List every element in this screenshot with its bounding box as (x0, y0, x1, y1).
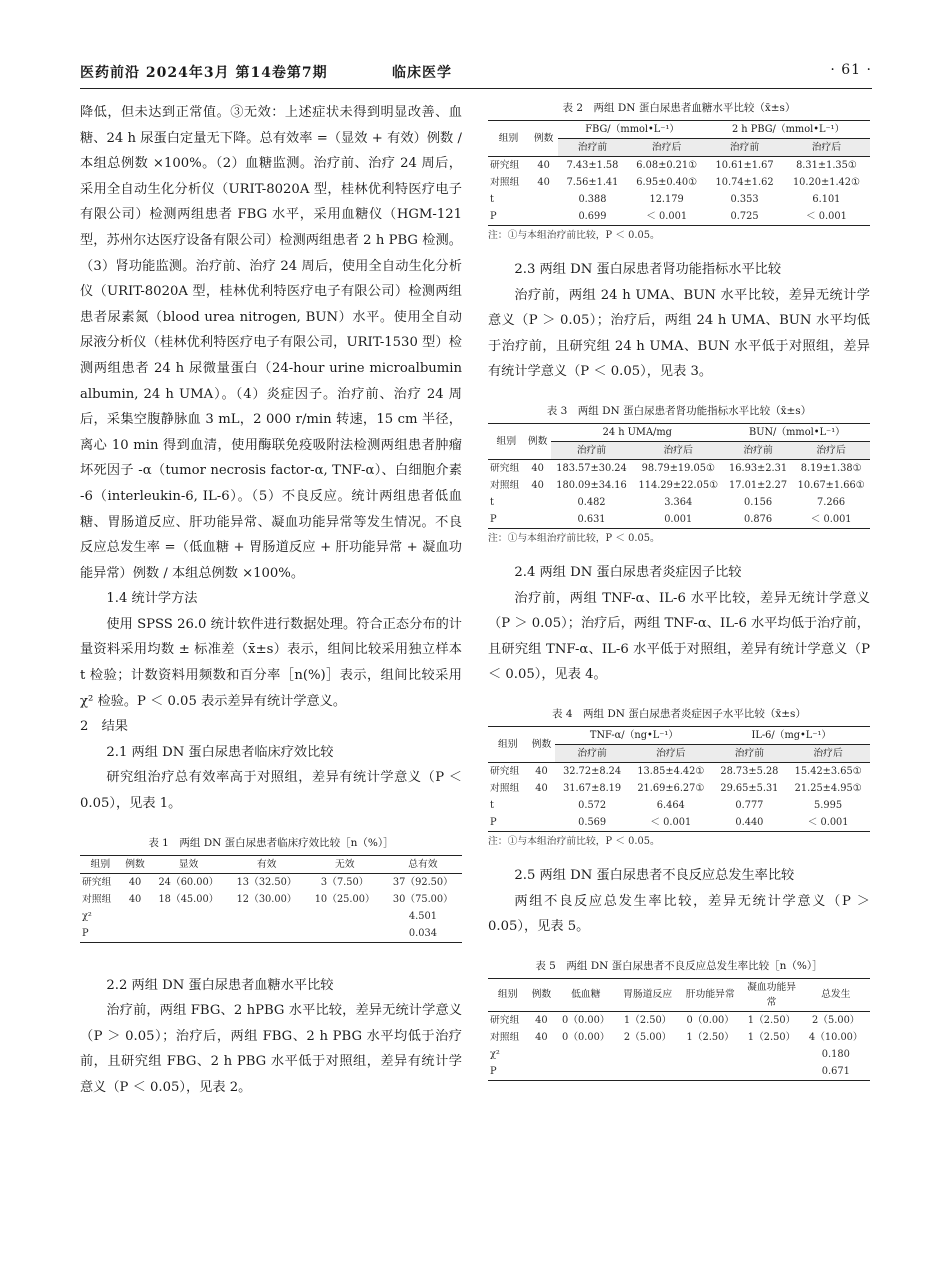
table-cell: 0.482 (577, 496, 606, 508)
table-subheader: 治疗后 (792, 441, 870, 459)
table-2-caption: 表 2 两组 DN 蛋白尿患者血糖水平比较（x̄±s） (562, 102, 796, 114)
table-cell: 180.09±34.16 (556, 479, 627, 491)
table-row (488, 1046, 870, 1063)
table-row (488, 459, 870, 477)
table-row (80, 908, 462, 925)
table-cell (679, 1046, 742, 1063)
table-header: 组别 (80, 855, 121, 873)
table-cell (228, 908, 306, 925)
table-subheader: 治疗前 (555, 744, 628, 762)
table-cell: 研究组 (490, 765, 520, 777)
table-cell (616, 1046, 679, 1063)
table-cell: 40 (537, 160, 550, 171)
table-header: 组别 (488, 726, 528, 762)
table-cell: 对照组 (490, 177, 520, 188)
table-cell (529, 208, 558, 226)
table-row (488, 797, 870, 814)
table-cell: 3.364 (664, 496, 693, 508)
table-cell: 24（60.00） (158, 876, 219, 888)
section-heading-2-1: 2.1 两组 DN 蛋白尿患者临床疗效比较 (106, 744, 334, 760)
table-header: 例数 (528, 726, 556, 762)
table-cell: 0.572 (578, 799, 607, 811)
table-cell: 40 (535, 765, 548, 777)
table-cell: 10.74±1.62 (715, 177, 774, 188)
left-column (80, 100, 462, 1101)
paragraph: 两组不良反应总发生率比较，差异无统计学意义（P ＞ 0.05），见表 5。 (488, 893, 870, 935)
table-cell: 0.569 (555, 814, 628, 832)
table-cell: 0（0.00） (562, 1031, 610, 1043)
table-cell: 28.73±5.28 (720, 765, 779, 777)
table-3 (488, 423, 870, 529)
table-cell: 0.180 (821, 1048, 850, 1060)
paragraph: 治疗前，两组 FBG、2 hPBG 水平比较，差异无统计学意义（P ＞ 0.05）；治疗后，两组 FBG、2 h PBG 水平均低于治疗前，且研究组 FBG、2 h PBG 水平低于对照组，差异有统计学意义（P ＜ 0.05），见表 2。 (80, 1003, 462, 1095)
table-row (488, 477, 870, 494)
table-cell: 0.631 (551, 511, 633, 529)
table-cell (121, 925, 150, 943)
table-cell: 0.440 (713, 814, 786, 832)
table-cell (527, 1046, 555, 1063)
table-1-caption: 表 1 两组 DN 蛋白尿患者临床疗效比较［n（%）］ (148, 836, 394, 849)
table-cell: 30（75.00） (392, 893, 453, 905)
table-cell: 40 (535, 782, 548, 794)
table-cell (679, 1063, 742, 1081)
table-header: 组别 (488, 978, 527, 1011)
table-cell: 研究组 (82, 876, 112, 888)
table-row (488, 1029, 870, 1046)
table-subheader: 治疗前 (551, 441, 633, 459)
table-cell: t (490, 194, 494, 205)
table-cell: 98.79±19.05① (641, 462, 715, 474)
table-cell: 0.353 (730, 194, 759, 205)
table-cell: 6.95±0.40① (636, 177, 697, 188)
table-row (488, 208, 870, 226)
table-cell: 15.42±3.65① (794, 765, 862, 777)
table-row (488, 511, 870, 529)
table-cell: 40 (537, 177, 550, 188)
table-cell: 3（7.50） (320, 876, 369, 888)
table-1 (80, 855, 462, 943)
table-cell: 研究组 (490, 1014, 520, 1026)
table-cell: 13.85±4.42① (637, 765, 705, 777)
table-subheader: 治疗后 (629, 744, 713, 762)
table-cell: 1（2.50） (747, 1014, 796, 1026)
table-cell: 21.69±6.27① (637, 782, 705, 794)
table-header: 组别 (488, 423, 525, 459)
table-header: 例数 (525, 423, 551, 459)
table-row (488, 494, 870, 511)
table-cell: 13（32.50） (236, 876, 297, 888)
table-row (80, 925, 462, 943)
table-subheader: 治疗后 (627, 139, 707, 157)
table-cell: 6.101 (812, 194, 841, 205)
table-header: 24 h UMA/mg (551, 423, 724, 441)
table-cell: 17.01±2.27 (729, 479, 788, 491)
table-cell: 0.156 (744, 496, 773, 508)
table-cell (121, 908, 150, 925)
table-cell: 8.19±1.38① (800, 462, 862, 474)
table-row (488, 1063, 870, 1081)
section-heading-1-4: 1.4 统计学方法 (106, 591, 198, 607)
table-row (488, 814, 870, 832)
page-number: · 61 · (830, 62, 872, 78)
section-name: 临床医学 (392, 65, 452, 81)
table-cell (149, 908, 227, 925)
table-cell: 7.266 (817, 496, 846, 508)
table-cell (527, 1063, 555, 1081)
table-subheader: 治疗后 (783, 139, 870, 157)
table-cell: 对照组 (490, 479, 520, 491)
table-cell: ＜ 0.001 (783, 208, 870, 226)
table-cell: 40 (128, 876, 142, 888)
running-header (80, 62, 872, 84)
table-cell: 2（5.00） (811, 1014, 860, 1026)
table-cell: 40 (531, 479, 544, 491)
paragraph: 治疗前，两组 TNF-α、IL-6 水平比较，差异无统计学意义（P ＞ 0.05）；治疗后，两组 TNF-α、IL-6 水平均低于治疗前，且研究组 TNF-α、IL-6 水平低于对照组，差异有统计学意义（P ＜ 0.05），见表 4。 (488, 590, 870, 683)
table-cell: 2（5.00） (623, 1031, 672, 1043)
table-cell: ＜ 0.001 (627, 208, 707, 226)
right-column (488, 100, 870, 1081)
journal-info: 医药前沿 2024年3月 第14卷第7期 (80, 65, 328, 81)
paragraph: 研究组治疗总有效率高于对照组，差异有统计学意义（P ＜ 0.05），见表 1。 (80, 770, 462, 812)
table-cell: 10.67±1.66① (797, 479, 865, 491)
table-row (488, 780, 870, 797)
table-cell: 40 (128, 893, 142, 905)
table-cell: 6.08±0.21① (636, 160, 697, 171)
table-cell: 0.034 (384, 925, 462, 943)
table-4-caption: 表 4 两组 DN 蛋白尿患者炎症因子水平比较（x̄±s） (552, 707, 806, 720)
table-header: 胃肠道反应 (616, 978, 679, 1011)
table-header: BUN/（mmol•L⁻¹） (724, 423, 870, 441)
table-5 (488, 978, 870, 1081)
table-cell: 1（2.50） (686, 1031, 735, 1043)
table-cell: 研究组 (490, 462, 520, 474)
table-cell (555, 1046, 616, 1063)
table-cell (742, 1046, 802, 1063)
table-cell: ＜ 0.001 (792, 511, 870, 529)
table-header: 无效 (306, 855, 384, 873)
table-cell: ＜ 0.001 (629, 814, 713, 832)
table-cell: P (488, 511, 525, 529)
table-row (488, 762, 870, 780)
section-heading-2: 2 结果 (80, 719, 128, 735)
table-row (488, 174, 870, 191)
table-cell: 10.61±1.67 (715, 160, 774, 171)
table-header: 总有效 (384, 855, 462, 873)
table-cell: 12.179 (649, 194, 684, 205)
table-row (80, 873, 462, 891)
table-cell: 32.72±8.24 (563, 765, 622, 777)
section-heading-2-2: 2.2 两组 DN 蛋白尿患者血糖水平比较 (106, 977, 334, 993)
table-cell: 0.725 (706, 208, 782, 226)
table-cell: 0（0.00） (686, 1014, 735, 1026)
table-header: TNF-α/（ng•L⁻¹） (555, 726, 712, 744)
table-cell: χ² (490, 1048, 500, 1060)
spacer (80, 943, 462, 973)
table-row (488, 1011, 870, 1029)
table-cell: t (490, 496, 494, 508)
table-cell: 8.31±1.35① (796, 160, 857, 171)
table-cell: 183.57±30.24 (556, 462, 627, 474)
table-cell: 0.001 (632, 511, 724, 529)
table-cell: 0.388 (578, 194, 607, 205)
table-cell: 0（0.00） (562, 1014, 610, 1026)
table-3-caption: 表 3 两组 DN 蛋白尿患者肾功能指标水平比较（x̄±s） (546, 404, 812, 417)
table-cell: χ² (82, 910, 92, 922)
table-cell: P (488, 814, 528, 832)
table-cell: 18（45.00） (158, 893, 219, 905)
table-cell: 4（10.00） (808, 1031, 863, 1043)
table-cell: 0.671 (802, 1063, 870, 1081)
table-4 (488, 726, 870, 832)
table-subheader: 治疗前 (713, 744, 786, 762)
paragraph: 治疗前，两组 24 h UMA、BUN 水平比较，差异无统计学意义（P ＞ 0.05）；治疗后，两组 24 h UMA、BUN 水平均低于治疗前，且研究组 24 h UMA、BUN 水平低于对照组，差异有统计学意义（P ＜ 0.05），见表 3。 (488, 287, 870, 380)
table-cell: 1（2.50） (747, 1031, 796, 1043)
table-cell: 对照组 (490, 782, 520, 794)
table-row (488, 157, 870, 175)
table-cell: 40 (531, 462, 544, 474)
table-cell (149, 925, 227, 943)
table-cell: 4.501 (408, 910, 437, 922)
paragraph: 使用 SPSS 26.0 统计软件进行数据处理。符合正态分布的计量资料采用均数 ± 标准差（x̄±s）表示，组间比较采用独立样本 t 检验；计数资料用频数和百分率［n(%)］表示，组间比较采用 χ² 检验。P ＜ 0.05 表示差异有统计学意义。 (80, 616, 462, 709)
table-subheader: 治疗后 (632, 441, 724, 459)
table-2 (488, 120, 870, 226)
table-cell: 37（92.50） (392, 876, 453, 888)
table-row (80, 891, 462, 908)
table-header: 肝功能异常 (679, 978, 742, 1011)
table-cell: ＜ 0.001 (786, 814, 870, 832)
table-header: 有效 (228, 855, 306, 873)
table-cell: 21.25±4.95① (794, 782, 862, 794)
table-cell (529, 191, 558, 208)
table-cell: 1（2.50） (623, 1014, 672, 1026)
table-cell: 对照组 (490, 1031, 520, 1043)
table-cell (616, 1063, 679, 1081)
table-cell: P (80, 925, 121, 943)
table-header: 低血糖 (555, 978, 616, 1011)
section-heading-2-4: 2.4 两组 DN 蛋白尿患者炎症因子比较 (514, 564, 742, 580)
table-2-note: 注：①与本组治疗前比较，P ＜ 0.05。 (488, 230, 660, 241)
table-cell: P (488, 208, 529, 226)
table-cell (525, 494, 551, 511)
table-cell: 40 (535, 1014, 548, 1026)
table-cell: 5.995 (814, 799, 843, 811)
table-cell (528, 797, 556, 814)
table-cell: 6.464 (656, 799, 685, 811)
table-cell: 10.20±1.42① (792, 177, 860, 188)
table-cell: P (488, 1063, 527, 1081)
header-rule (80, 88, 872, 89)
table-4-note: 注：①与本组治疗前比较，P ＜ 0.05。 (488, 835, 660, 847)
table-cell: 对照组 (82, 893, 112, 905)
table-cell (555, 1063, 616, 1081)
table-header: 总发生 (802, 978, 870, 1011)
table-row (488, 191, 870, 208)
table-subheader: 治疗前 (724, 441, 792, 459)
table-cell: 7.56±1.41 (566, 177, 619, 188)
table-cell: 114.29±22.05① (638, 479, 718, 491)
table-cell: 31.67±8.19 (563, 782, 622, 794)
paragraph: 降低，但未达到正常值。③无效：上述症状未得到明显改善、血糖、24 h 尿蛋白定量无下降。总有效率 =（显效 + 有效）例数 / 本组总例数 ×100%。（2）血糖监测。治疗前、治疗 24 周后，采用全自动生化分析仪（URIT-8020A 型，桂林优利特医疗电子有限公司）检测两组患者 FBG 水平，采用血糖仪（HGM-121 型，苏州尔达医疗设备有限公司）检测两组患者 2 h PBG 检测。（3）肾功能监测。治疗前、治疗 24 周后，使用全自动生化分析仪（URIT-8020A 型，桂林优利特医疗电子有限公司）检测两组患者尿素氮（blood urea nitrogen, BUN）水平。使用全自动尿液分析仪（桂林优利特医疗电子有限公司，URIT-1530 型）检测两组患者 24 h 尿微量蛋白（24-hour urine microalbumin albumin, 24 h UMA）。（4）炎症因子。治疗前、治疗 24 周后，采集空腹静脉血 3 mL，2 000 r/min 转速，15 cm 半径，离心 10 min 得到血清，使用酶联免疫吸附法检测两组患者肿瘤坏死因子 -α（tumor necrosis factor-α, TNF-α）、白细胞介素 -6（interleukin-6, IL-6）。（5）不良反应。统计两组患者低血糖、胃肠道反应、肝功能异常、凝血功能异常等发生情况。不良反应总发生率 =（低血糖 + 胃肠道反应 + 肝功能异常 + 凝血功能异常）例数 / 本组总例数 ×100%。 (80, 105, 462, 581)
table-cell (228, 925, 306, 943)
table-cell: 0.876 (724, 511, 792, 529)
table-header: 例数 (121, 855, 150, 873)
table-cell (742, 1063, 802, 1081)
table-cell: 0.777 (735, 799, 764, 811)
table-cell (525, 511, 551, 529)
table-header: 例数 (527, 978, 555, 1011)
table-header: IL-6/（mg•L⁻¹） (713, 726, 870, 744)
section-heading-2-3: 2.3 两组 DN 蛋白尿患者肾功能指标水平比较 (514, 262, 782, 277)
table-subheader: 治疗前 (558, 139, 627, 157)
table-cell: t (490, 799, 494, 811)
table-cell (528, 814, 556, 832)
table-header: 2 h PBG/（mmol•L⁻¹） (706, 121, 870, 139)
section-heading-2-5: 2.5 两组 DN 蛋白尿患者不良反应总发生率比较 (514, 867, 795, 883)
table-cell (306, 908, 384, 925)
table-cell (306, 925, 384, 943)
table-5-caption: 表 5 两组 DN 蛋白尿患者不良反应总发生率比较［n（%）］ (535, 959, 823, 972)
table-header: FBG/（mmol•L⁻¹） (558, 121, 706, 139)
table-header: 凝血功能异常 (742, 978, 802, 1011)
table-cell: 12（30.00） (236, 893, 297, 905)
table-header: 组别 (488, 121, 529, 157)
table-cell: 研究组 (490, 160, 520, 171)
table-3-note: 注：①与本组治疗前比较，P ＜ 0.05。 (488, 532, 660, 544)
table-cell: 7.43±1.58 (566, 160, 619, 171)
table-cell: 0.699 (558, 208, 627, 226)
table-header: 显效 (149, 855, 227, 873)
table-subheader: 治疗前 (706, 139, 782, 157)
table-subheader: 治疗后 (786, 744, 870, 762)
table-cell: 16.93±2.31 (729, 462, 788, 474)
table-header: 例数 (529, 121, 558, 157)
table-cell: 29.65±5.31 (720, 782, 779, 794)
table-cell: 10（25.00） (314, 893, 375, 905)
table-cell: 40 (535, 1031, 548, 1043)
